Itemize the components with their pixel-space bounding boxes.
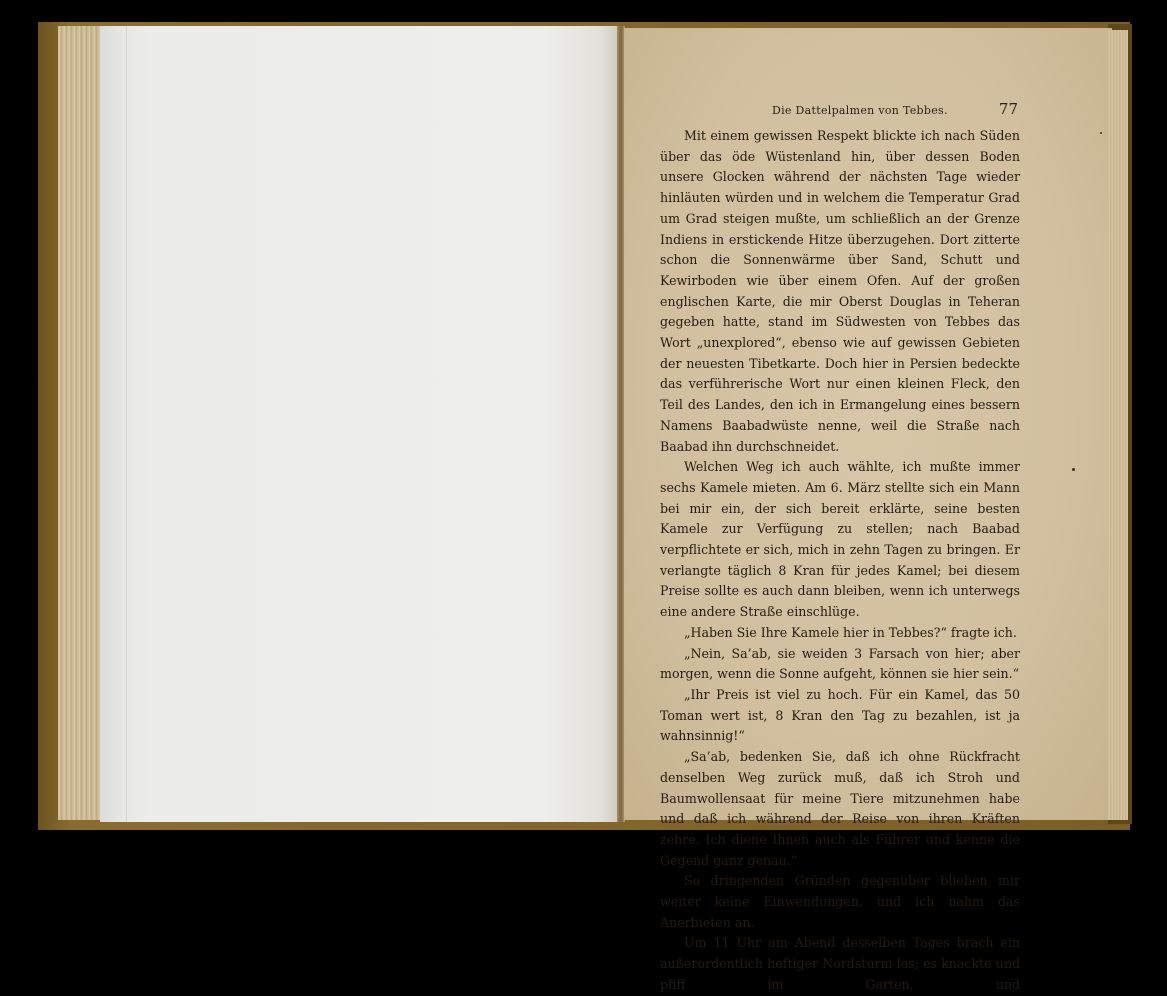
running-title: Die Dattelpalmen von Tebbes. <box>772 104 948 117</box>
paragraph: „Ihr Preis ist viel zu hoch. Für ein Kamel, das 50 Toman wert ist, 8 Kran den Tag zu bezahlen, ist ja wahnsinnig!“ <box>660 686 1020 744</box>
paper-blemish <box>1072 468 1075 471</box>
left-page-fold <box>100 26 127 822</box>
page-edges-right <box>1108 30 1128 820</box>
page-edges-left <box>58 26 102 820</box>
paragraph: Um 11 Uhr am Abend desselben Tages brach ein außerordentlich heftiger Nordsturm los; es knackte und pfiff im Garten, und <box>660 935 1020 992</box>
page-number: 77 <box>998 100 1018 118</box>
paragraph: Welchen Weg ich auch wählte, ich mußte immer sechs Kamele mieten. Am 6. März stellte sich ein Mann bei mir ein, der sich bereit erklärte, seine besten Kamele zur Verfügung zu stellen; nach Baabad verpflichtete er sich, mich in zehn Tagen zu bringen. Er verlangte täglich 8 Kran für jedes Kamel; bei diesem Preise sollte es auch dann bleiben, wenn ich unterwegs eine andere Straße einschlüge. <box>660 459 1020 620</box>
paragraph: „Haben Sie Ihre Kamele hier in Tebbes?“ fragte ich. <box>683 624 1017 640</box>
paper-blemish <box>1100 132 1102 134</box>
body-text <box>660 126 1020 996</box>
running-header <box>660 100 1020 120</box>
paragraph: „Sa’ab, bedenken Sie, daß ich ohne Rückfracht denselben Weg zurück muß, daß ich Stroh und Baumwollensaat für meine Tiere mitzunehmen habe und daß ich während der Reise von ihren Kräften zehre. Ich diene Ihnen auch als Führer und kenne die Gegend ganz genau.“ <box>660 749 1020 868</box>
paragraph: So dringenden Gründen gegenüber blieben mir weiter keine Einwendungen, und ich nahm das Anerbieten an. <box>660 873 1020 930</box>
left-page-blank <box>100 26 620 822</box>
paragraph: Mit einem gewissen Respekt blickte ich nach Süden über das öde Wüstenland hin, über dessen Boden unsere Glocken während der nächsten Tage wieder hinläuten würden und in welchem die Temperatur Grad um Grad steigen mußte, um schließlich an der Grenze Indiens in erstickende Hitze überzugehen. Dort zitterte schon die Sonnenwärme über Sand, Schutt und Kewirboden wie über einem Ofen. Auf der großen englischen Karte, die mir Oberst Douglas in Teheran gegeben hatte, stand im Südwesten von Tebbes das Wort „unexplored“, ebenso wie auf gewissen Gebieten der neuesten Tibetkarte. Doch hier in Persien bedeckte das verführerische Wort nur einen kleinen Fleck, den Teil des Landes, den ich in Ermangelung eines bessern Namens Baabadwüste nenne, weil die Straße nach Baabad ihn durchschneidet. <box>660 128 1020 454</box>
paragraph: „Nein, Sa’ab, sie weiden 3 Farsach von hier; aber morgen, wenn die Sonne aufgeht, können sie hier sein.“ <box>660 645 1020 682</box>
